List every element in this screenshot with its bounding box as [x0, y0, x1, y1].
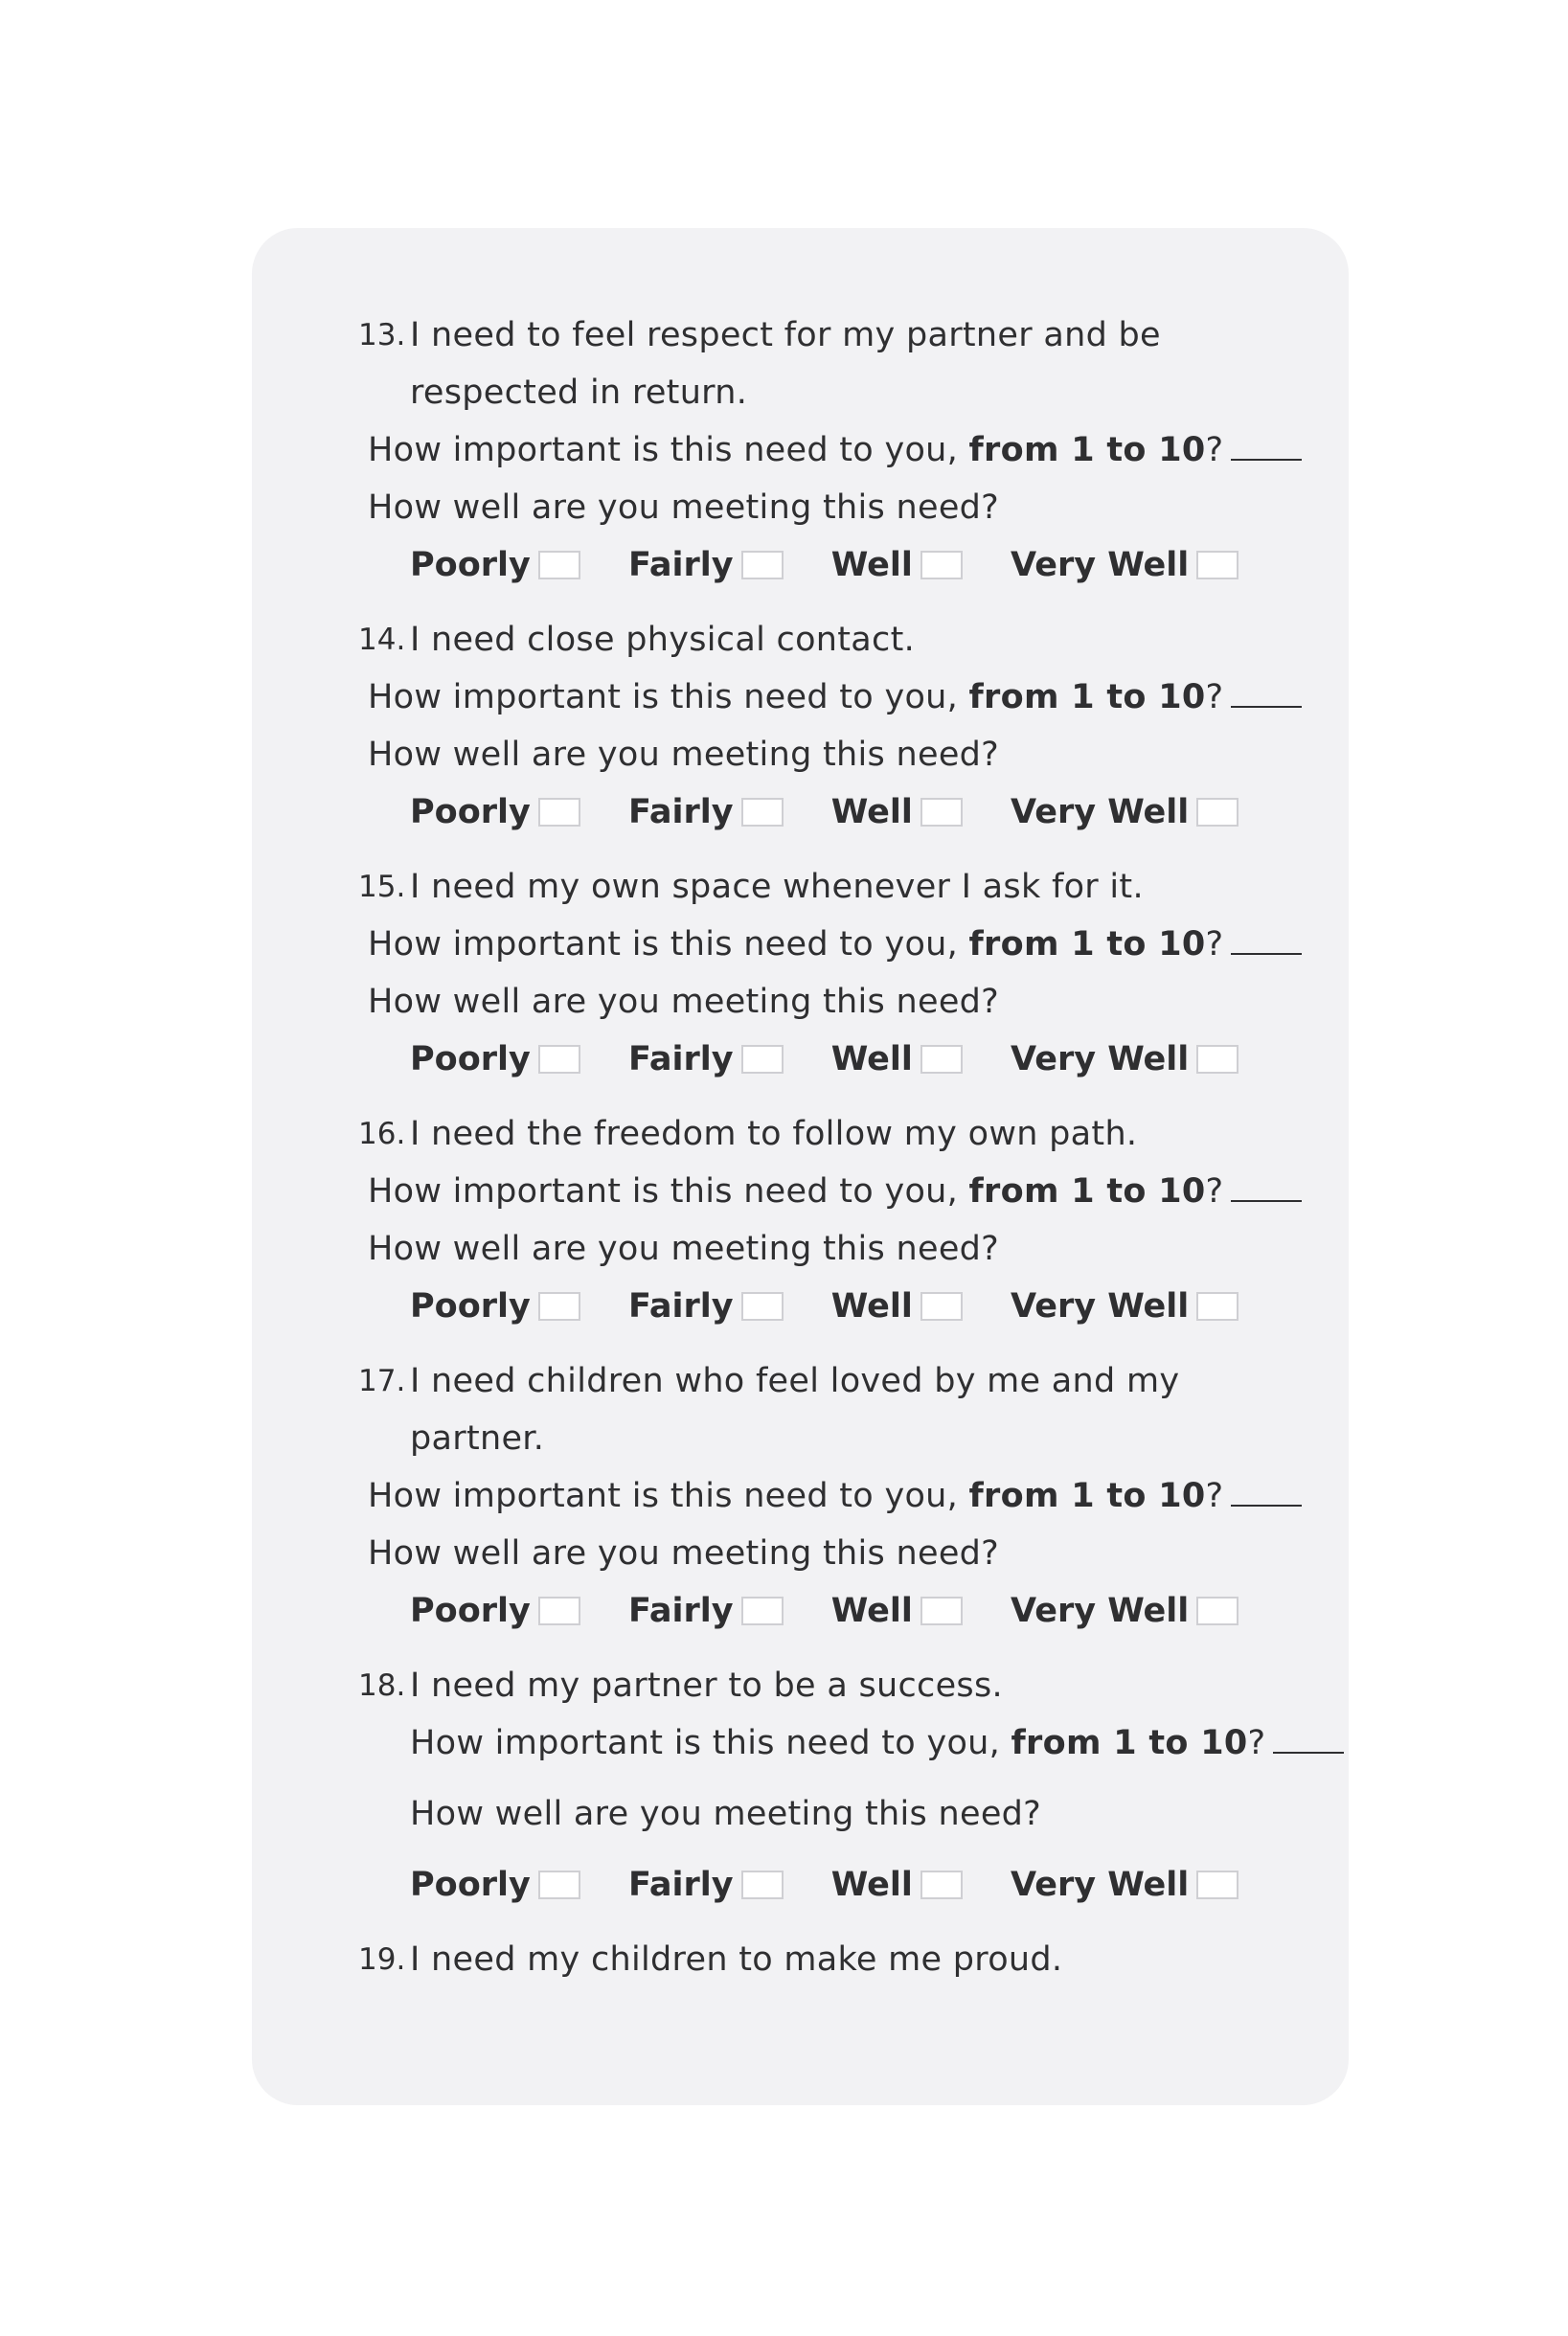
meeting-prompt: How well are you meeting this need? [410, 1795, 1042, 1833]
option-very-well [1011, 1031, 1238, 1088]
option-poorly [410, 1031, 580, 1088]
meeting-prompt: How well are you meeting this need? [368, 488, 1000, 527]
option-fairly [628, 536, 784, 594]
question-statement [358, 1105, 1278, 1163]
importance-text: How important is this need to you, [368, 678, 969, 716]
importance-answer-blank[interactable] [1231, 1478, 1302, 1507]
option-poorly [410, 1278, 580, 1335]
checkbox[interactable] [920, 551, 963, 579]
option-poorly [410, 1856, 580, 1914]
statement-line: I need to feel respect for my partner and be [410, 316, 1161, 354]
question-number: 18. [358, 1668, 406, 1703]
question-number: 14. [358, 623, 406, 657]
rating-options [358, 1582, 1278, 1640]
option-label: Poorly [410, 1040, 531, 1078]
checkbox[interactable] [920, 1871, 963, 1899]
checkbox[interactable] [538, 1292, 580, 1321]
question-statement [358, 306, 1278, 421]
option-fairly [628, 1856, 784, 1914]
question-14 [358, 611, 1278, 841]
question-17 [358, 1352, 1278, 1640]
checkbox[interactable] [1196, 1292, 1238, 1321]
statement-line: I need close physical contact. [410, 621, 916, 659]
option-very-well [1011, 1856, 1238, 1914]
option-well [831, 1582, 963, 1640]
question-19 [358, 1931, 1278, 1988]
option-very-well [1011, 1278, 1238, 1335]
option-very-well [1011, 536, 1238, 594]
checkbox[interactable] [920, 798, 963, 827]
option-label: Fairly [628, 546, 734, 584]
option-label: Very Well [1011, 1592, 1190, 1630]
rating-options [358, 783, 1278, 841]
importance-qmark: ? [1205, 925, 1224, 964]
checkbox[interactable] [1196, 1045, 1238, 1074]
option-poorly [410, 783, 580, 841]
option-very-well [1011, 783, 1238, 841]
question-number: 19. [358, 1942, 406, 1977]
rating-options [358, 536, 1278, 594]
importance-answer-blank[interactable] [1231, 1173, 1302, 1202]
option-poorly [410, 536, 580, 594]
option-fairly [628, 783, 784, 841]
option-poorly [410, 1582, 580, 1640]
question-16 [358, 1105, 1278, 1335]
meeting-prompt: How well are you meeting this need? [368, 736, 1000, 774]
importance-text: How important is this need to you, [410, 1724, 1011, 1762]
option-label: Very Well [1011, 793, 1190, 831]
option-well [831, 1031, 963, 1088]
importance-line [358, 916, 1278, 973]
question-13 [358, 306, 1278, 594]
option-label: Fairly [628, 1592, 734, 1630]
checkbox[interactable] [741, 1871, 784, 1899]
question-list [358, 306, 1278, 1988]
option-very-well [1011, 1582, 1238, 1640]
option-well [831, 1856, 963, 1914]
statement-line: partner. [410, 1419, 545, 1458]
importance-range: from 1 to 10 [968, 678, 1206, 716]
question-statement [358, 611, 1278, 669]
option-well [831, 536, 963, 594]
checkbox[interactable] [538, 1871, 580, 1899]
option-label: Well [830, 1040, 913, 1078]
statement-line: I need the freedom to follow my own path. [410, 1115, 1138, 1153]
importance-qmark: ? [1205, 1172, 1224, 1211]
option-label: Very Well [1011, 546, 1190, 584]
meeting-prompt: How well are you meeting this need? [368, 983, 1000, 1021]
checkbox[interactable] [920, 1045, 963, 1074]
spacer [358, 1843, 1278, 1856]
importance-qmark: ? [1205, 678, 1224, 716]
option-label: Well [830, 1592, 913, 1630]
importance-line [358, 669, 1278, 726]
rating-options [358, 1031, 1278, 1088]
importance-qmark: ? [1247, 1724, 1266, 1762]
importance-range: from 1 to 10 [968, 925, 1206, 964]
checkbox[interactable] [538, 1045, 580, 1074]
importance-line [358, 1714, 1278, 1772]
meeting-prompt: How well are you meeting this need? [368, 1534, 1000, 1573]
option-label: Very Well [1011, 1866, 1190, 1904]
question-18 [358, 1657, 1278, 1914]
checkbox[interactable] [1196, 1597, 1238, 1625]
importance-range: from 1 to 10 [968, 1477, 1206, 1515]
checkbox[interactable] [538, 798, 580, 827]
importance-text: How important is this need to you, [368, 1172, 969, 1211]
option-label: Poorly [410, 1287, 531, 1326]
statement-line: I need my partner to be a success. [410, 1667, 1003, 1705]
importance-range: from 1 to 10 [968, 1172, 1206, 1211]
importance-range: from 1 to 10 [968, 431, 1206, 469]
option-label: Very Well [1011, 1040, 1190, 1078]
importance-answer-blank[interactable] [1273, 1725, 1344, 1754]
option-label: Poorly [410, 1866, 531, 1904]
importance-qmark: ? [1205, 1477, 1224, 1515]
option-label: Poorly [410, 793, 531, 831]
option-label: Well [830, 793, 913, 831]
checkbox[interactable] [538, 551, 580, 579]
importance-text: How important is this need to you, [368, 431, 969, 469]
question-number: 16. [358, 1117, 406, 1151]
checkbox[interactable] [920, 1597, 963, 1625]
importance-line [358, 1467, 1278, 1525]
statement-line: I need children who feel loved by me and my [410, 1362, 1180, 1400]
question-statement [358, 1931, 1278, 1988]
checkbox[interactable] [920, 1292, 963, 1321]
option-well [831, 783, 963, 841]
option-fairly [628, 1582, 784, 1640]
option-well [831, 1278, 963, 1335]
question-number: 13. [358, 318, 406, 352]
importance-range: from 1 to 10 [1011, 1724, 1248, 1762]
checkbox[interactable] [741, 551, 784, 579]
checkbox[interactable] [741, 798, 784, 827]
option-label: Very Well [1011, 1287, 1190, 1326]
question-number: 17. [358, 1364, 406, 1398]
meeting-prompt: How well are you meeting this need? [368, 1230, 1000, 1268]
importance-qmark: ? [1205, 431, 1224, 469]
rating-options [358, 1856, 1278, 1914]
importance-text: How important is this need to you, [368, 925, 969, 964]
option-label: Well [830, 1287, 913, 1326]
importance-line [358, 1163, 1278, 1220]
option-label: Poorly [410, 546, 531, 584]
question-statement [358, 858, 1278, 916]
checkbox[interactable] [1196, 551, 1238, 579]
importance-answer-blank[interactable] [1231, 679, 1302, 708]
checkbox[interactable] [741, 1597, 784, 1625]
importance-text: How important is this need to you, [368, 1477, 969, 1515]
spacer [358, 1772, 1278, 1785]
checkbox[interactable] [741, 1292, 784, 1321]
importance-line [358, 421, 1278, 479]
checkbox[interactable] [538, 1597, 580, 1625]
option-label: Well [830, 1866, 913, 1904]
statement-line: I need my own space whenever I ask for it. [410, 868, 1144, 906]
importance-answer-blank[interactable] [1231, 432, 1302, 461]
statement-line: respected in return. [410, 374, 748, 412]
checkbox[interactable] [741, 1045, 784, 1074]
importance-answer-blank[interactable] [1231, 926, 1302, 955]
question-number: 15. [358, 870, 406, 904]
option-label: Well [830, 546, 913, 584]
question-statement [358, 1657, 1278, 1714]
option-fairly [628, 1031, 784, 1088]
checkbox[interactable] [1196, 798, 1238, 827]
option-fairly [628, 1278, 784, 1335]
question-statement [358, 1352, 1278, 1467]
option-label: Fairly [628, 793, 734, 831]
option-label: Fairly [628, 1040, 734, 1078]
question-15 [358, 858, 1278, 1088]
option-label: Poorly [410, 1592, 531, 1630]
rating-options [358, 1278, 1278, 1335]
option-label: Fairly [628, 1866, 734, 1904]
checkbox[interactable] [1196, 1871, 1238, 1899]
statement-line: I need my children to make me proud. [410, 1940, 1063, 1979]
option-label: Fairly [628, 1287, 734, 1326]
